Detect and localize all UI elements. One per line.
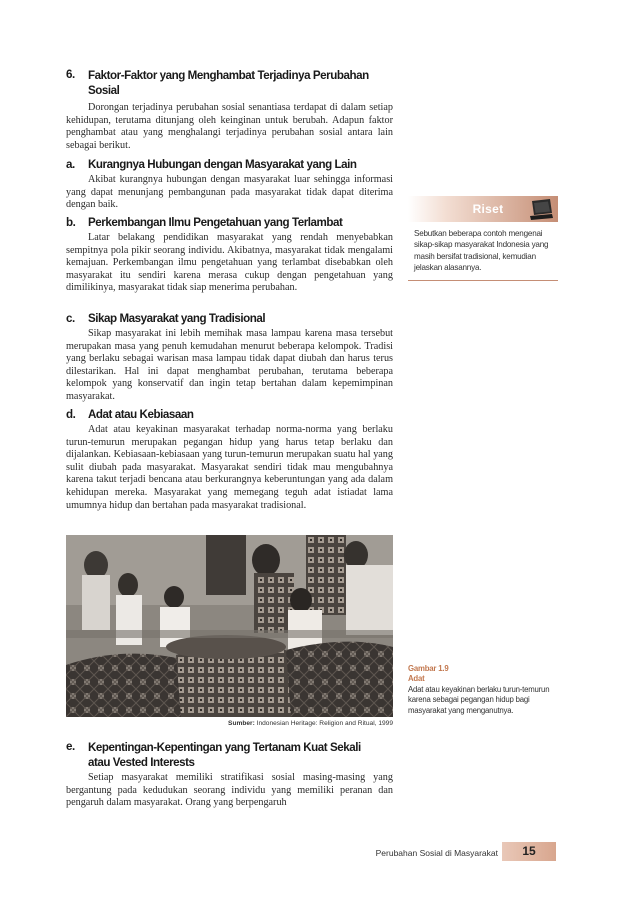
photo-source: [66, 720, 393, 727]
riset-title: Riset: [472, 202, 504, 216]
riset-divider: [408, 280, 558, 281]
figure-caption: [408, 664, 563, 716]
figure-label: Gambar 1.9: [408, 664, 449, 673]
section-paragraph: Dorongan terjadinya perubahan sosial senantiasa terdapat di dalam setiap kehidupan, terutama ditunjang oleh keinginan untuk berubah. Adapun faktor penghambat atau yang menghalangi terjadinya perubahan sosial antara lain sebagai berikut.: [66, 102, 393, 151]
source-text: Indonesian Heritage: Religion and Ritual, 1999: [254, 720, 393, 727]
section-title: Sikap Masyarakat yang Tradisional: [88, 312, 266, 325]
figure-description: Adat atau keyakinan berlaku turun-temurun karena sebagai pegangan hidup bagi masyarakat yang menganutnya.: [408, 684, 550, 715]
section-title-line-2: atau Vested Interests: [88, 756, 195, 769]
page-number: 15: [502, 842, 556, 861]
riset-text: Sebutkan beberapa contoh mengenai sikap-sikap masyarakat Indonesia yang masih bersifat tradisional, kemudian jelaskan alasannya.: [414, 229, 549, 273]
figure-name: Adat: [408, 674, 425, 684]
section-paragraph: Setiap masyarakat memiliki stratifikasi sosial masing-masing yang bergantung pada kedudukan seorang individu yang memiliki peranan dan pengaruh dalam masyarakat. Orang yang berpengaruh: [66, 772, 393, 809]
section-6-heading: [66, 68, 393, 98]
section-b-heading: [66, 216, 393, 229]
riset-banner: [408, 196, 558, 222]
section-number: b.: [66, 216, 76, 229]
section-paragraph: Adat atau keyakinan masyarakat terhadap norma-norma yang berlaku turun-temurun merupakan pegangan hidup yang harus tetap berlaku dan dijalankan. Kebiasaan-kebiasaan yang turun-temurun merupakan suatu hal yang sulit diubah pada masyarakat. Masyarakat sendiri tidak mau mengubahnya karena takut terjadi bencana atau berkurangnya keberuntungan yang ada dalam kehidupan mereka. Masyarakat yang memegang teguh adat istiadat lama umumnya hidup dan bertahan pada masyarakat tradisional.: [66, 424, 393, 511]
source-label: Sumber:: [228, 720, 255, 727]
section-e-heading: [66, 740, 393, 770]
section-a: [66, 158, 393, 212]
laptop-icon: [528, 197, 554, 228]
section-c-heading: [66, 312, 393, 325]
section-d: [66, 408, 393, 512]
adat-photo: [66, 535, 393, 717]
section-d-heading: [66, 408, 393, 421]
section-title: Faktor-Faktor yang Menghambat Terjadinya Perubahan Sosial: [88, 69, 369, 97]
section-paragraph: Latar belakang pendidikan masyarakat yang rendah menyebabkan sempitnya pola pikir seorang individu. Akibatnya, masyarakat tidak mengalami kemajuan. Perkembangan ilmu pengetahuan yang terlambat disebabkan oleh masyarakat itu sendiri karena merasa cukup dengan pengetahuan yang dimilikinya, masyarakat tidak siap menerima perubahan.: [66, 232, 393, 294]
section-title: Kurangnya Hubungan dengan Masyarakat yang Lain: [88, 158, 357, 171]
section-6: [66, 68, 393, 152]
section-number: e.: [66, 740, 75, 753]
book-title-footer: Perubahan Sosial di Masyarakat: [375, 848, 498, 858]
section-number: d.: [66, 408, 76, 421]
section-title: Perkembangan Ilmu Pengetahuan yang Terlambat: [88, 216, 343, 229]
section-b: [66, 216, 393, 295]
section-c: [66, 312, 393, 404]
section-number: c.: [66, 312, 75, 325]
section-number: a.: [66, 158, 75, 171]
section-title: Adat atau Kebiasaan: [88, 408, 194, 421]
section-e: [66, 740, 393, 810]
section-title: [88, 740, 393, 770]
section-number: 6.: [66, 68, 75, 81]
riset-box: [408, 196, 558, 281]
section-a-heading: [66, 158, 393, 171]
section-title-line-1: Kepentingan-Kepentingan yang Tertanam Kuat Sekali: [88, 741, 361, 754]
section-paragraph: Akibat kurangnya hubungan dengan masyarakat luar sehingga informasi yang dapat menunjang pembangunan pada masyarakat tidak dapat diterima dengan baik.: [66, 174, 393, 211]
section-paragraph: Sikap masyarakat ini lebih memihak masa lampau karena masa tersebut merupakan masa yang penuh kemudahan menurut beberapa kelompok. Tradisi yang berlaku sebagai warisan masa lampau tidak dapat diubah dan harus terus dilestarikan. Hal ini dapat menghambat perubahan, terutama beberapa kelompok yang konservatif dan ingin tetap bertahan dalam kepemimpinan masyarakat.: [66, 328, 393, 402]
